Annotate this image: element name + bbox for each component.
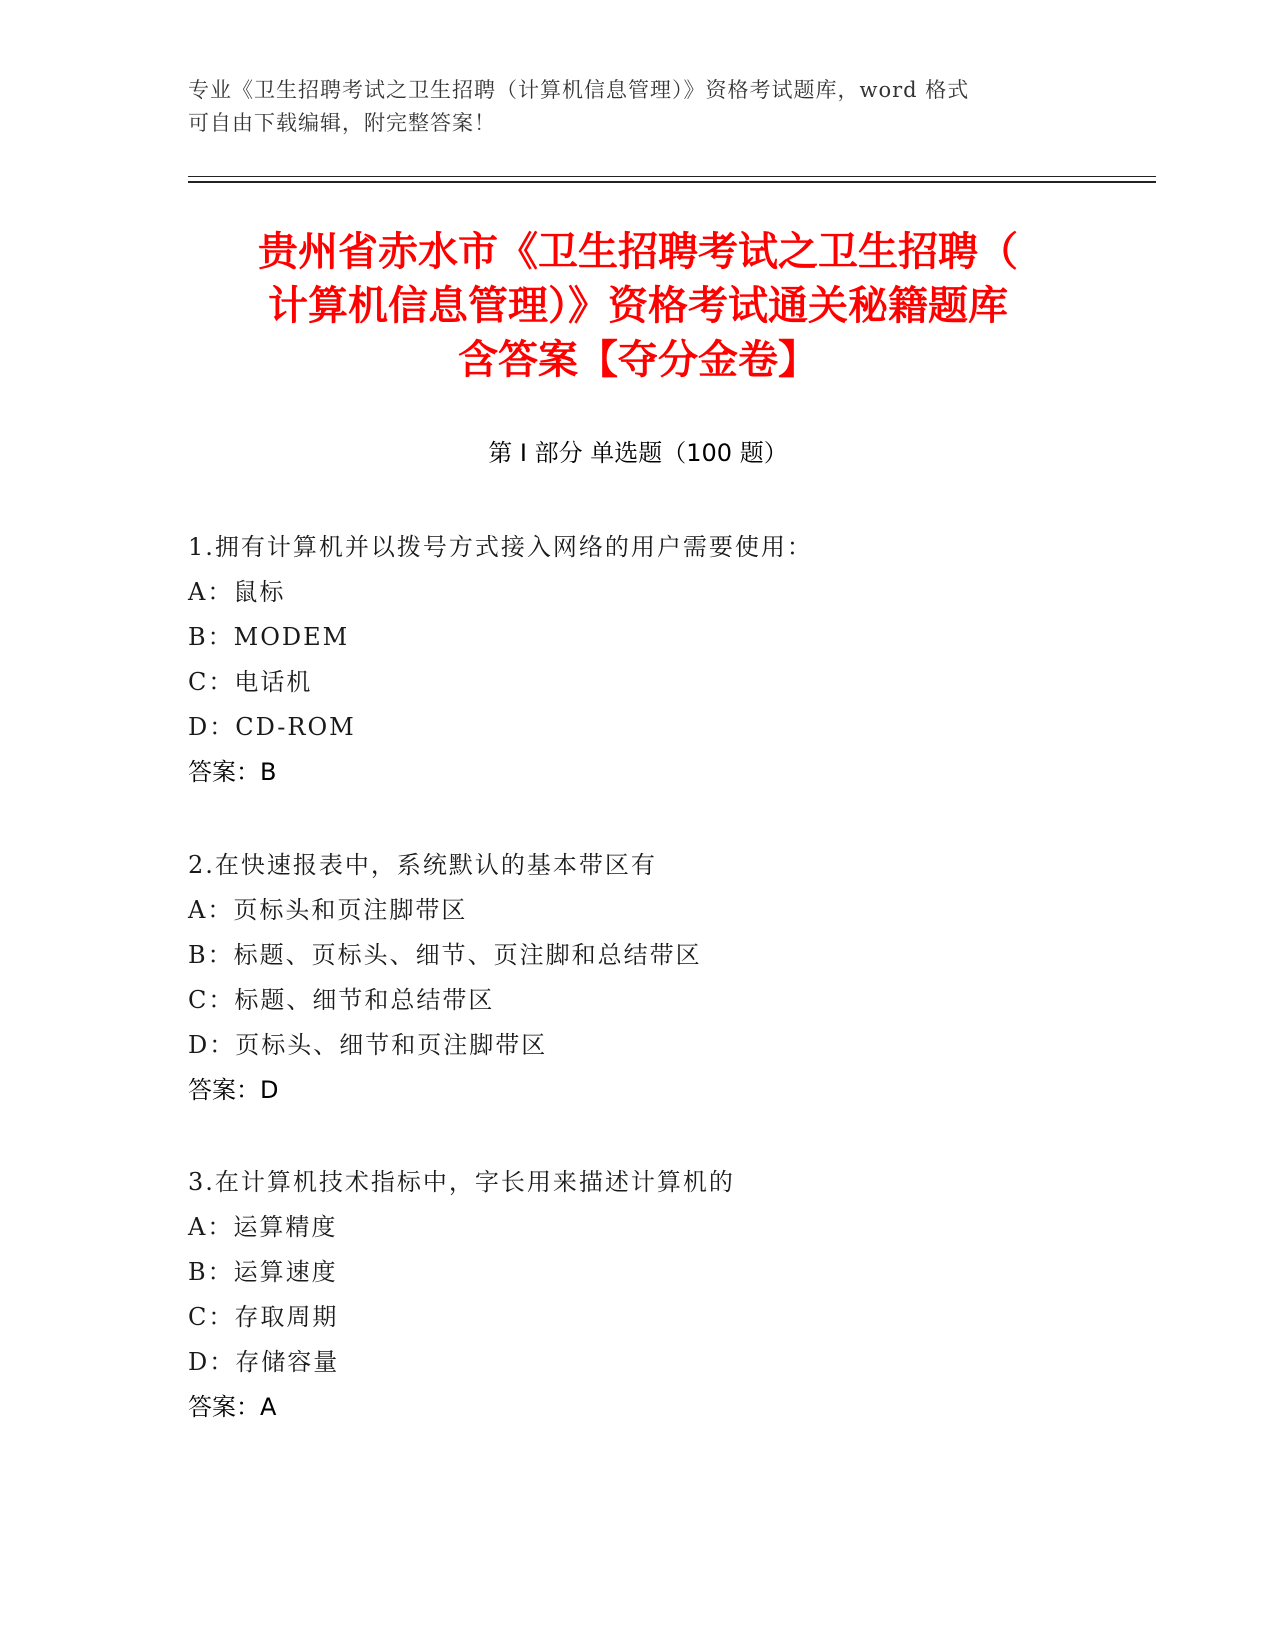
option-a: A：页标头和页注脚带区 bbox=[188, 896, 468, 924]
document-title bbox=[188, 225, 1088, 387]
option-d: D：页标头、细节和页注脚带区 bbox=[188, 1031, 548, 1059]
header-note bbox=[188, 74, 1068, 140]
answer: 答案：D bbox=[188, 1076, 279, 1104]
header-divider-thick bbox=[188, 181, 1156, 183]
header-divider-thin bbox=[188, 176, 1156, 177]
header-note-line-2: 可自由下载编辑，附完整答案！ bbox=[188, 111, 496, 135]
question-stem: 2.在快速报表中，系统默认的基本带区有 bbox=[188, 851, 657, 879]
option-c: C：存取周期 bbox=[188, 1303, 339, 1331]
question-1 bbox=[188, 525, 1088, 795]
option-b: B：标题、页标头、细节、页注脚和总结带区 bbox=[188, 941, 702, 969]
question-2 bbox=[188, 843, 1088, 1113]
option-a: A：鼠标 bbox=[188, 578, 286, 606]
document-title-line-3: 含答案【夺分金卷】 bbox=[458, 337, 818, 383]
document-title-line-1: 贵州省赤水市《卫生招聘考试之卫生招聘（ bbox=[258, 229, 1018, 275]
answer: 答案：B bbox=[188, 758, 277, 786]
question-3 bbox=[188, 1160, 1088, 1430]
option-c: C：标题、细节和总结带区 bbox=[188, 986, 495, 1014]
option-a: A：运算精度 bbox=[188, 1213, 338, 1241]
document-title-line-2: 计算机信息管理）》资格考试通关秘籍题库 bbox=[268, 283, 1008, 329]
header-note-line-1: 专业《卫生招聘考试之卫生招聘（计算机信息管理）》资格考试题库，word 格式 bbox=[188, 78, 970, 102]
question-stem: 1.拥有计算机并以拨号方式接入网络的用户需要使用： bbox=[188, 533, 813, 561]
section-title: 第 I 部分 单选题（100 题） bbox=[488, 439, 788, 467]
question-stem: 3.在计算机技术指标中，字长用来描述计算机的 bbox=[188, 1168, 735, 1196]
option-b: B：运算速度 bbox=[188, 1258, 338, 1286]
option-d: D：存储容量 bbox=[188, 1348, 340, 1376]
answer: 答案：A bbox=[188, 1393, 277, 1421]
option-d: D：CD-ROM bbox=[188, 713, 356, 741]
option-b: B：MODEM bbox=[188, 623, 350, 651]
option-c: C：电话机 bbox=[188, 668, 313, 696]
